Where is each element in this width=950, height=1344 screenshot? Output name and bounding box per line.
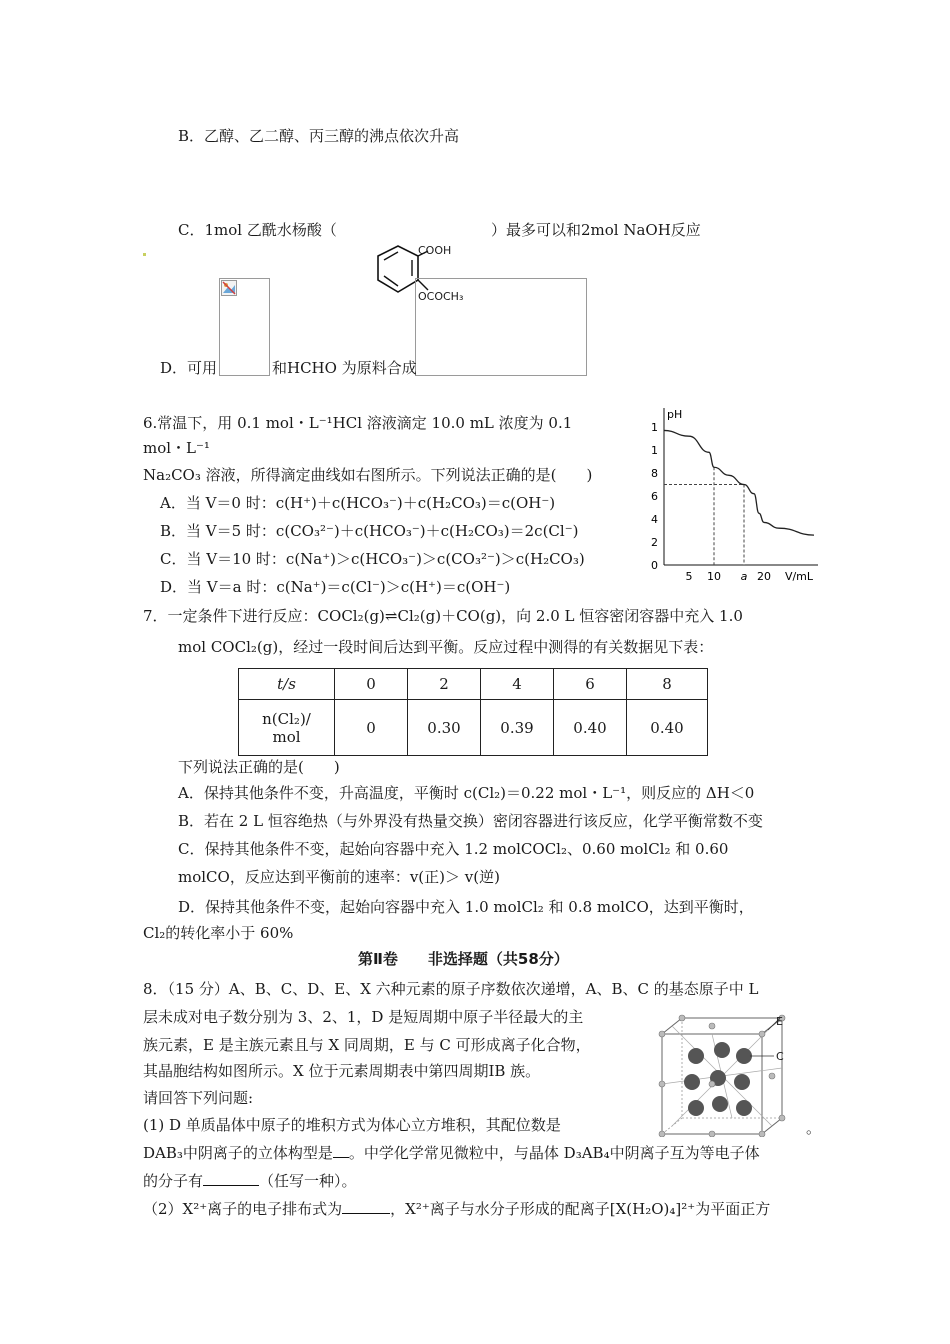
table-cell: 0.40	[627, 700, 708, 756]
table-cell: 0.39	[481, 700, 554, 756]
chart-xtick: 20	[757, 570, 771, 583]
table-cell: 0	[335, 700, 408, 756]
table-header-cell: 6	[554, 669, 627, 700]
q5-option-d-post: 和HCHO 为原料合成	[272, 359, 417, 377]
q5-option-c-pre: C．1mol 乙酰水杨酸（	[178, 221, 337, 239]
q8-line6: (1) D 单质晶体中原子的堆积方式为体心立方堆积，其配位数是	[143, 1116, 561, 1134]
q5-option-d-pre: D．可用	[160, 359, 218, 377]
q6-option-b: B．当 V＝5 时：c(CO₃²⁻)＋c(HCO₃⁻)＋c(H₂CO₃)＝2c(Cl⁻)	[160, 522, 579, 540]
chart-ytick: 6	[651, 490, 658, 503]
answer-blank-molecule[interactable]	[203, 1171, 259, 1186]
q8-line8-a: 的分子有	[143, 1172, 204, 1190]
q8-line2: 层未成对电子数分别为 3、2、1，D 是短周期中原子半径最大的主	[143, 1008, 584, 1026]
q8-line9-a: （2）X²⁺离子的电子排布式为	[143, 1200, 343, 1218]
q7-data-table	[238, 668, 708, 756]
q8-line5: 请回答下列问题:	[143, 1089, 254, 1107]
chart-ytick: 8	[651, 467, 658, 480]
chart-xtick: 5	[685, 570, 693, 583]
table-header-cell: 8	[627, 669, 708, 700]
struct-ococh3-label: OCOCH₃	[418, 290, 464, 303]
q7-stem-line2: mol COCl₂(g)，经过一段时间后达到平衡。反应过程中测得的有关数据见下表：	[178, 638, 714, 656]
chart-ytick: 0	[651, 559, 658, 572]
q7-option-c-line1: C．保持其他条件不变，起始向容器中充入 1.2 molCOCl₂、0.60 molCl₂ 和 0.60	[178, 840, 729, 858]
q7-after-table: 下列说法正确的是( )	[178, 758, 340, 776]
answer-blank-shape[interactable]	[333, 1143, 349, 1158]
chart-xlabel: V/mL	[784, 570, 814, 583]
q6-option-a: A．当 V＝0 时：c(H⁺)＋c(HCO₃⁻)＋c(H₂CO₃)＝c(OH⁻)	[160, 494, 556, 512]
table-row-label-line2: mol	[272, 727, 301, 746]
chart-ytick: 1	[651, 421, 658, 434]
table-row-label	[239, 700, 335, 756]
q8-line4: 其晶胞结构如图所示。X 位于元素周期表中第四周期ⅠB 族。	[143, 1062, 541, 1080]
q7-option-d-line2: Cl₂的转化率小于 60%	[143, 924, 294, 942]
chart-ytick: 1	[651, 444, 658, 457]
q6-stem-line2: mol・L⁻¹	[143, 439, 210, 457]
chart-ytick: 2	[651, 536, 658, 549]
chart-xtick: 10	[707, 570, 721, 583]
crystal-label-c: C	[776, 1050, 784, 1063]
q6-stem-line1: 6.常温下，用 0.1 mol・L⁻¹HCl 溶液滴定 10.0 mL 浓度为 0.1	[143, 414, 573, 432]
titration-chart	[640, 400, 830, 585]
q8-line6-end: 。	[806, 1119, 822, 1137]
chart-xtick: a	[740, 570, 748, 583]
q8-line1: 8．（15 分）A、B、C、D、E、X 六种元素的原子序数依次递增，A、B、C 的基态原子中 L	[143, 980, 759, 998]
q8-line7	[143, 1142, 760, 1164]
chart-ytick: 4	[651, 513, 658, 526]
chart-ylabel: pH	[667, 408, 683, 421]
crystal-label-e: E	[776, 1015, 783, 1028]
q8-line7-a: DAB₃中阴离子的立体构型是	[143, 1144, 333, 1162]
q8-line7-b: 。中学化学常见微粒中，与晶体 D₃AB₄中阴离子互为等电子体	[348, 1144, 760, 1162]
q7-option-b: B．若在 2 L 恒容绝热（与外界没有热量交换）密闭容器进行该反应，化学平衡常数不变	[178, 812, 763, 830]
q8-line9-b: ，X²⁺离子与水分子形成的配离子[X(H₂O)₄]²⁺为平面正方	[390, 1200, 771, 1218]
q7-option-d-line1: D．保持其他条件不变，起始向容器中充入 1.0 molCl₂ 和 0.8 molCO，达到平衡时，	[178, 898, 754, 916]
stray-dot	[143, 253, 146, 256]
table-header-cell: 2	[408, 669, 481, 700]
q8-line8	[143, 1170, 357, 1192]
section-title: 第Ⅱ卷 非选择题（共58分）	[358, 950, 569, 968]
q8-line9	[143, 1198, 770, 1220]
table-header-cell: 4	[481, 669, 554, 700]
crystal-cell-figure	[656, 1012, 806, 1137]
q7-option-a: A．保持其他条件不变，升高温度，平衡时 c(Cl₂)＝0.22 mol・L⁻¹，则反应的 ΔH＜0	[178, 784, 755, 802]
table-header-cell: t/s	[239, 669, 335, 700]
q6-option-c: C．当 V＝10 时：c(Na⁺)＞c(HCO₃⁻)＞c(CO₃²⁻)＞c(H₂CO₃)	[160, 550, 585, 568]
table-row-label-line1: n(Cl₂)/	[262, 709, 311, 728]
q8-line3: 族元素，E 是主族元素且与 X 同周期，E 与 C 可形成离子化合物，	[143, 1036, 591, 1054]
q7-stem-line1: 7．一定条件下进行反应：COCl₂(g)⇌Cl₂(g)＋CO(g)，向 2.0 L 恒容密闭容器中充入 1.0	[143, 607, 743, 625]
q8-line8-b: （任写一种）。	[259, 1172, 357, 1190]
q5-option-b: B．乙醇、乙二醇、丙三醇的沸点依次升高	[178, 127, 460, 145]
chart-series-line	[664, 430, 814, 535]
struct-cooh-label: COOH	[418, 244, 452, 257]
table-cell: 0.30	[408, 700, 481, 756]
q5-option-c-post: ）最多可以和2mol NaOH反应	[491, 221, 701, 239]
table-cell: 0.40	[554, 700, 627, 756]
q6-stem-line3: Na₂CO₃ 溶液，所得滴定曲线如右图所示。下列说法正确的是( )	[143, 466, 593, 484]
q7-option-c-line2: molCO，反应达到平衡前的速率：v(正)＞ v(逆)	[178, 868, 500, 886]
answer-blank-config[interactable]	[342, 1199, 390, 1214]
table-header-cell: 0	[335, 669, 408, 700]
q6-option-d: D．当 V＝a 时：c(Na⁺)＝c(Cl⁻)＞c(H⁺)＝c(OH⁻)	[160, 578, 511, 596]
broken-image-icon	[221, 280, 237, 296]
placeholder-image-frame	[415, 278, 587, 376]
